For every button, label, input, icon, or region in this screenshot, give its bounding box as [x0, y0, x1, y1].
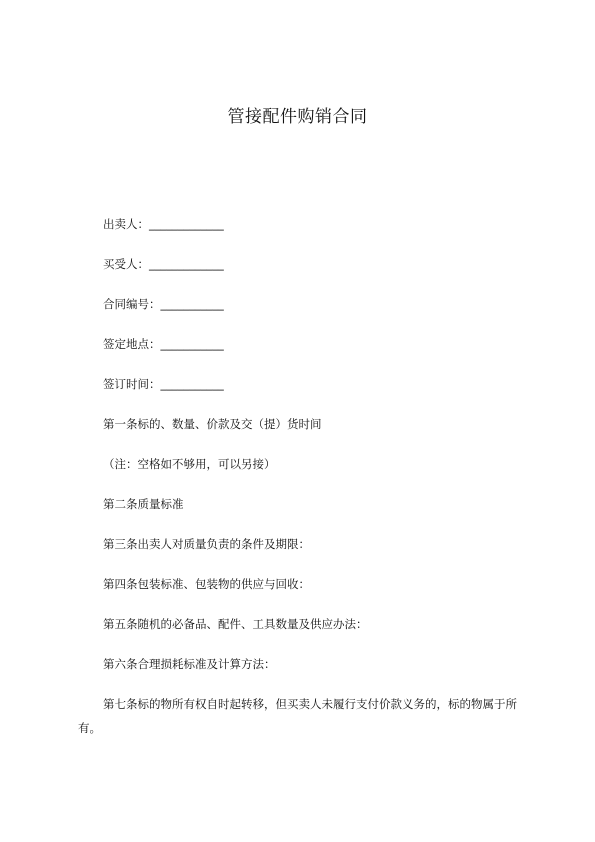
clause-1: 第一条标的、数量、价款及交（提）货时间 — [103, 417, 322, 431]
document-title: 管接配件购销合同 — [227, 107, 368, 127]
buyer-field: 买受人：_____________ — [103, 257, 224, 271]
clause-3: 第三条出卖人对质量负责的条件及期限： — [103, 537, 310, 551]
seller-field: 出卖人：_____________ — [103, 217, 224, 231]
note-text: （注：空格如不够用，可以另接） — [103, 457, 276, 471]
clause-4: 第四条包装标准、包装物的供应与回收： — [103, 577, 310, 591]
clause-7: 第七条标的物所有权自时起转移，但买卖人未履行支付价款义务的，标的物属于所有。 — [78, 697, 517, 735]
signing-place-field: 签定地点：___________ — [103, 337, 224, 351]
clause-5: 第五条随机的必备品、配件、工具数量及供应办法： — [103, 617, 368, 631]
clause-6: 第六条合理损耗标准及计算方法： — [103, 657, 276, 671]
contract-number-field: 合同编号：___________ — [103, 297, 224, 311]
clause-2: 第二条质量标准 — [103, 497, 184, 511]
signing-time-field: 签订时间：___________ — [103, 377, 224, 391]
